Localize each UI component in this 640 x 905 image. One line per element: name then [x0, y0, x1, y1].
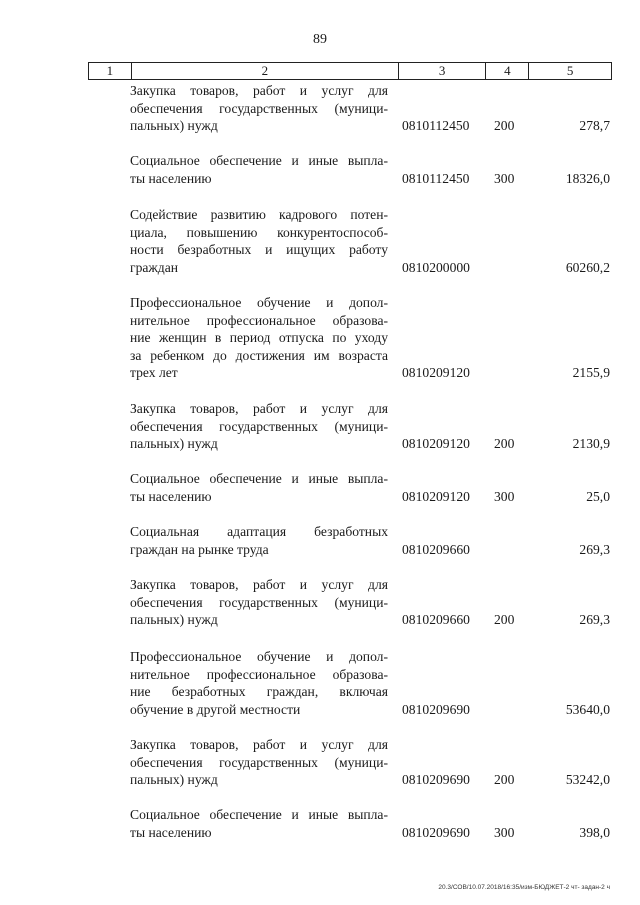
row-amount: 398,0: [579, 824, 610, 840]
row-amount: 60260,2: [565, 259, 610, 275]
row-code: 0810209690: [402, 701, 470, 717]
row-name-line: обеспечения государственных (муници-: [130, 754, 388, 770]
row-code: 0810209690: [402, 772, 470, 788]
row-name: [130, 576, 388, 629]
row-name-line: Содействие развитию кадрового потен-: [130, 207, 388, 222]
row-name: [130, 400, 388, 453]
row-amount: 2130,9: [572, 436, 610, 452]
row-name: [130, 152, 388, 187]
row-name-line: Социальное обеспечение и иные выпла-: [130, 153, 388, 168]
row-code: 0810112450: [402, 170, 470, 186]
row-name: [130, 806, 388, 841]
row-name-line: ности безработных и ищущих работу: [130, 242, 388, 258]
row-amount: 53640,0: [565, 701, 610, 717]
row-code: 0810209120: [402, 365, 470, 381]
row-code: 0810209660: [402, 612, 470, 628]
row-amount: 2155,9: [572, 365, 610, 381]
row-name-line: ние женщин в период отпуска по уходу: [130, 330, 388, 346]
row-expense-type: 300: [494, 488, 515, 504]
row-code: 0810209120: [402, 436, 470, 452]
page-number: 89: [313, 32, 327, 47]
table-header: [88, 62, 612, 80]
row-name-line: Закупка товаров, работ и услуг для: [130, 577, 388, 592]
row-amount: 53242,0: [565, 772, 610, 788]
row-expense-type: 300: [494, 170, 515, 186]
row-name: [130, 206, 388, 276]
row-amount: 25,0: [586, 488, 610, 504]
row-amount: 269,3: [579, 541, 610, 557]
header-col-4: 4: [485, 63, 528, 79]
row-expense-type: 300: [494, 824, 515, 840]
header-col-1: 1: [106, 63, 114, 78]
row-name-line: пальных) нужд: [130, 612, 218, 628]
header-col-3: 3: [398, 63, 486, 79]
row-name-line: граждан: [130, 259, 179, 275]
row-name-line: Профессиональное обучение и допол-: [130, 649, 388, 664]
row-name: [130, 736, 388, 789]
row-name-line: нительное профессиональное образова-: [130, 666, 388, 682]
header-col-2: 2: [131, 63, 398, 79]
row-name-line: циала, повышению конкурентоспособ-: [130, 224, 388, 240]
row-name-line: граждан на рынке труда: [130, 541, 269, 557]
row-code: 0810209120: [402, 488, 470, 504]
row-code: 0810200000: [402, 259, 470, 275]
row-name-line: пальных) нужд: [130, 772, 218, 788]
row-name-line: пальных) нужд: [130, 436, 218, 452]
row-code: 0810209660: [402, 541, 470, 557]
row-name-line: обеспечения государственных (муници-: [130, 594, 388, 610]
row-name-line: трех лет: [130, 365, 178, 381]
row-name-line: Закупка товаров, работ и услуг для: [130, 83, 388, 98]
row-name-line: Закупка товаров, работ и услуг для: [130, 401, 388, 416]
row-name-line: Профессиональное обучение и допол-: [130, 295, 388, 310]
footer-stamp: 20.3/СОВ/10.07.2018/16:35/изм-БЮДЖЕТ-2 чт- задан-2 ч: [438, 884, 610, 891]
row-code: 0810112450: [402, 118, 470, 134]
row-name-line: пальных) нужд: [130, 118, 218, 134]
row-name: [130, 648, 388, 718]
row-name: [130, 523, 388, 558]
row-name-line: ты населению: [130, 824, 212, 840]
row-name: [130, 82, 388, 135]
row-name: [130, 470, 388, 505]
row-name-line: Социальное обеспечение и иные выпла-: [130, 471, 388, 486]
row-name-line: за ребенком до достижения им возраста: [130, 347, 388, 363]
row-name-line: ние безработных граждан, включая: [130, 684, 388, 700]
row-name: [130, 294, 388, 382]
row-expense-type: 200: [494, 118, 515, 134]
row-name-line: ты населению: [130, 170, 212, 186]
row-name-line: обеспечения государственных (муници-: [130, 418, 388, 434]
row-code: 0810209690: [402, 824, 470, 840]
row-amount: 18326,0: [565, 170, 610, 186]
row-expense-type: 200: [494, 436, 515, 452]
row-name-line: нительное профессиональное образова-: [130, 312, 388, 328]
row-expense-type: 200: [494, 772, 515, 788]
row-name-line: обеспечения государственных (муници-: [130, 100, 388, 116]
row-expense-type: 200: [494, 612, 515, 628]
row-name-line: обучение в другой местности: [130, 701, 301, 717]
row-name-line: Социальная адаптация безработных: [130, 524, 388, 539]
row-name-line: Социальное обеспечение и иные выпла-: [130, 807, 388, 822]
header-col-5: 5: [528, 63, 611, 79]
row-amount: 269,3: [579, 612, 610, 628]
row-name-line: ты населению: [130, 488, 212, 504]
row-amount: 278,7: [579, 118, 610, 134]
row-name-line: Закупка товаров, работ и услуг для: [130, 737, 388, 752]
